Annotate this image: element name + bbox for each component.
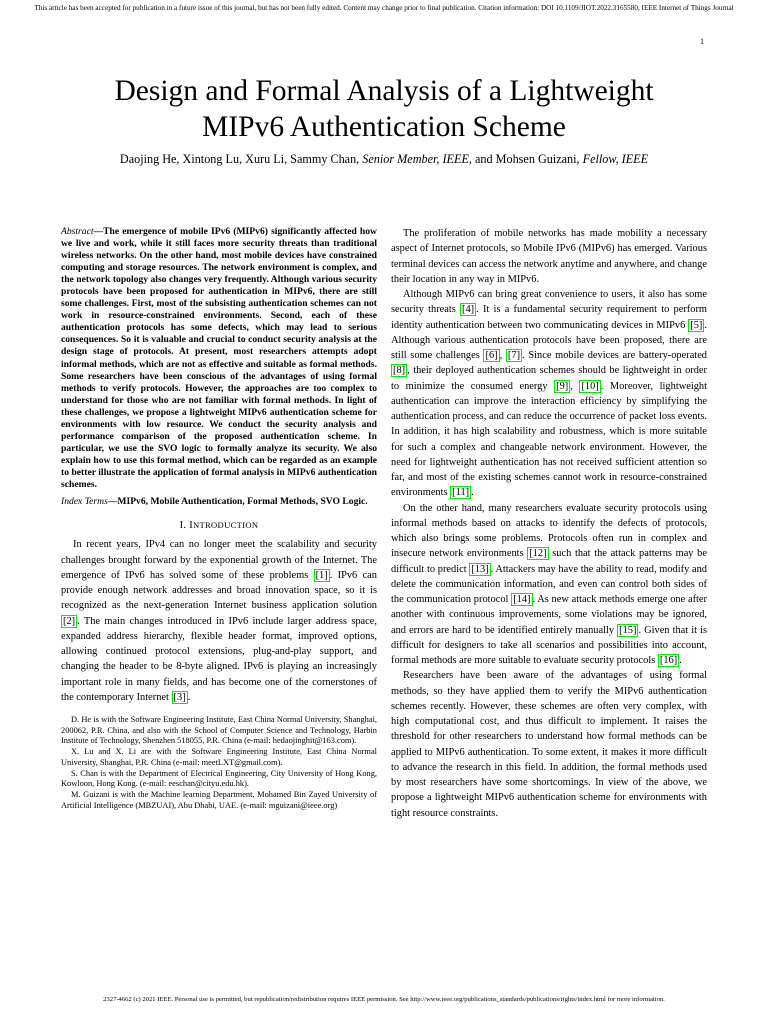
citation-link[interactable]: [5] — [690, 319, 703, 331]
copyright-footer: 2327-4662 (c) 2021 IEEE. Personal use is permitted, but republication/redistribution requires IEEE permission. See http://www.ieee.org/publications_standards/publications/rights/index.html for more information. — [103, 996, 665, 1003]
citation-link[interactable]: [10] — [581, 380, 599, 392]
index-terms — [61, 496, 377, 508]
citation-link[interactable]: [15] — [619, 624, 637, 636]
author-role-1: Senior Member, IEEE — [362, 152, 469, 166]
author-names-2: , and Mohsen Guizani, — [468, 152, 583, 166]
abstract-text: —The emergence of mobile IPv6 (MIPv6) significantly affected how we live and work, while it still faces more security threats than traditional wireless networks. On the other hand, most mobile devices have constrained computing and storage resources. The network environment is complex, and the network topology also changes very frequently. Although various security protocols have been proposed for authentication in MIPv6, there are still some challenges. First, most of the subsisting authentication schemes can not work in resource-constrained environments. Second, each of these authentication protocols has some defects, which may lead to serious consequences. So it is valuable and crucial to conduct security analysis at the design stage of protocols. At present, most researchers attempts adopt informal methods, which are not as effective and suitable as formal methods. Some researchers have been conscious of the advantages of using formal methods to verify protocols. However, the approaches are too complex to understand for those who are not familiar with formal methods. In light of these challenges, we propose a lightweight MIPv6 authentication scheme for environments with low resource. We conduct the security analysis and performance comparison of the proposed authentication scheme. In particular, we use the SVO logic to formally analyze its security. We also explain how to use this formal method, which can be regarded as an example to better illustrate the application of formal analysis in MIPv6 authentication schemes. — [61, 226, 377, 490]
citation-link[interactable]: [13] — [471, 563, 489, 575]
citation-link[interactable]: [8] — [393, 365, 406, 377]
citation-link[interactable]: [12] — [529, 548, 547, 560]
title-line-1: Design and Formal Analysis of a Lightweight — [114, 75, 654, 107]
citation-link[interactable]: [7] — [507, 350, 521, 361]
intro-paragraph-3: Although MIPv6 can bring great convenience to users, it also has some security threats [4] . It is a fundamental security requirement to perform identity authentication between two communicating devices in MIPv6 [5] . Although various authentication protocols have been proposed, there are still some challenges [6] , [7] . Since mobile devices are battery-operated [8] , their deployed authentication schemes should be lightweight in order to minimize the consumed energy [9] , [10] . Moreover, lightweight authentication can improve the interaction efficiency by simplifying the authentication process, and can reduce the occurrence of packet loss events. In addition, it has high scalability and robustness, which is more suitable for such a complex and changeable network environment. However, the need for lightweight authentication has not received sufficient attention so far, and most of the existing schemes cannot work in resource-constrained environments [11] . — [391, 289, 708, 499]
author-footnotes — [61, 715, 377, 811]
citation-link[interactable]: [1] — [315, 569, 328, 581]
citation-link[interactable]: [11] — [452, 487, 470, 499]
citation-link[interactable]: [4] — [462, 304, 475, 316]
citation-link[interactable]: [3] — [173, 691, 186, 703]
page-number: 1 — [700, 37, 704, 46]
citation-link[interactable]: [9] — [556, 380, 569, 392]
right-column — [391, 226, 707, 821]
citation-link[interactable]: [16] — [659, 655, 678, 666]
citation-link[interactable]: [2] — [63, 615, 76, 627]
index-terms-label: Index Terms — [61, 496, 108, 508]
author-names-1: Daojing He, Xintong Lu, Xuru Li, Sammy Chan, — [119, 152, 363, 166]
title-line-2: MIPv6 Authentication Scheme — [202, 111, 566, 143]
author-role-2: Fellow, IEEE — [582, 152, 649, 166]
intro-paragraph-5: Researchers have been aware of the advantages of using formal methods, so they have applied them to verify the MIPv6 authentication schemes recently. However, these schemes are often very complex, with high computational cost, and thus difficult to implement. It raises the threshold for other researchers to understand how formal methods can be applied to MIPv6 authentication. To some extent, it makes it more difficult to advance the research in this field. In addition, the formal methods used by most researchers have some shortcomings. In view of the above, we propose a lightweight MIPv6 authentication scheme for environments with tight resource constraints. — [391, 670, 707, 819]
running-header-notice: This article has been accepted for publication in a future issue of this journal, but has not been fully edited. Content may change prior to final publication. Citation information: DOI 10.1109/JIOT.2022.3165580, IEEE Internet of Things Journal — [34, 4, 734, 12]
footnote: M. Guizani is with the Machine learning Department, Mohamed Bin Zayed University of Artificial Intelligence (MBZUAI), Abu Dhabi, UAE. (e-mail: mguizani@ieee.org) — [61, 790, 377, 810]
left-column — [61, 226, 377, 811]
citation-link[interactable]: [14] — [513, 594, 531, 605]
author-list — [20, 151, 748, 167]
intro-paragraph-2: The proliferation of mobile networks has made mobility a necessary aspect of Internet protocols, so Mobile IPv6 (MIPv6) has emerged. Various terminal devices can access the network anytime and anywhere, and change their location in any way in MIPv6. — [391, 228, 707, 285]
footnote: X. Lu and X. Li are with the Software Engineering Institute, East China Normal University, Shanghai, P.R. China (e-mail: meetLXT@gmail.com). — [61, 747, 377, 767]
abstract — [61, 226, 377, 491]
index-terms-text: —MIPv6, Mobile Authentication, Formal Methods, SVO Logic. — [107, 496, 368, 508]
citation-link[interactable]: [6] — [485, 350, 498, 361]
paper-title — [20, 73, 748, 145]
abstract-label: Abstract — [61, 226, 94, 237]
footnote: S. Chan is with the Department of Electrical Engineering, City University of Hong Kong, Kowloon, Hong Kong. (e-mail: eeschan@cityu.edu.hk). — [61, 768, 377, 789]
section-heading-introduction: I. INTRODUCTION — [179, 520, 259, 532]
intro-paragraph-1: In recent years, IPv4 can no longer meet the scalability and security challenges brought forward by the exponential growth of the Internet. The emergence of IPv6 has solved some of these problems [1] . IPv6 can provide enough network addresses and broad innovation space, so it is recognized as the next-generation Internet business application solution [2] . The main changes introduced in IPv6 include larger address space, expanded address hierarchy, flexible header format, improved options, allowing continued protocol extensions, plug-and-play support, and changing the header to be 8-byte aligned. IPv6 is playing an increasingly important role in many fields, and has become one of the cornerstones of the contemporary Internet [3] . — [61, 539, 377, 703]
intro-paragraph-4: On the other hand, many researchers evaluate security protocols using informal methods based on attacks to identify the defects of protocols, which also brings some problems. Protocols often run in complex and insecure network environments [12] such that the attack patterns may be difficult to predict [13] . Attackers may have the ability to read, modify and delete the communication information, and even can control both sides of the communication protocol [14] . As new attack methods emerge one after another with continuous improvements, some violations may be ignored, and errors are hard to be identified entirely manually [15] . Given that it is difficult for designers to take all scenarios and possibilities into account, formal methods are more suitable to evaluate security protocols [16] . — [391, 502, 707, 666]
footnote: D. He is with the Software Engineering Institute, East China Normal University, Shanghai, 200062, P.R. China, and also with the School of Computer Science and Technology, Harbin Institute of Technology, Shenzhen 518055, P.R. China (e-mail: hedaojinghit@163.com). — [61, 715, 377, 746]
